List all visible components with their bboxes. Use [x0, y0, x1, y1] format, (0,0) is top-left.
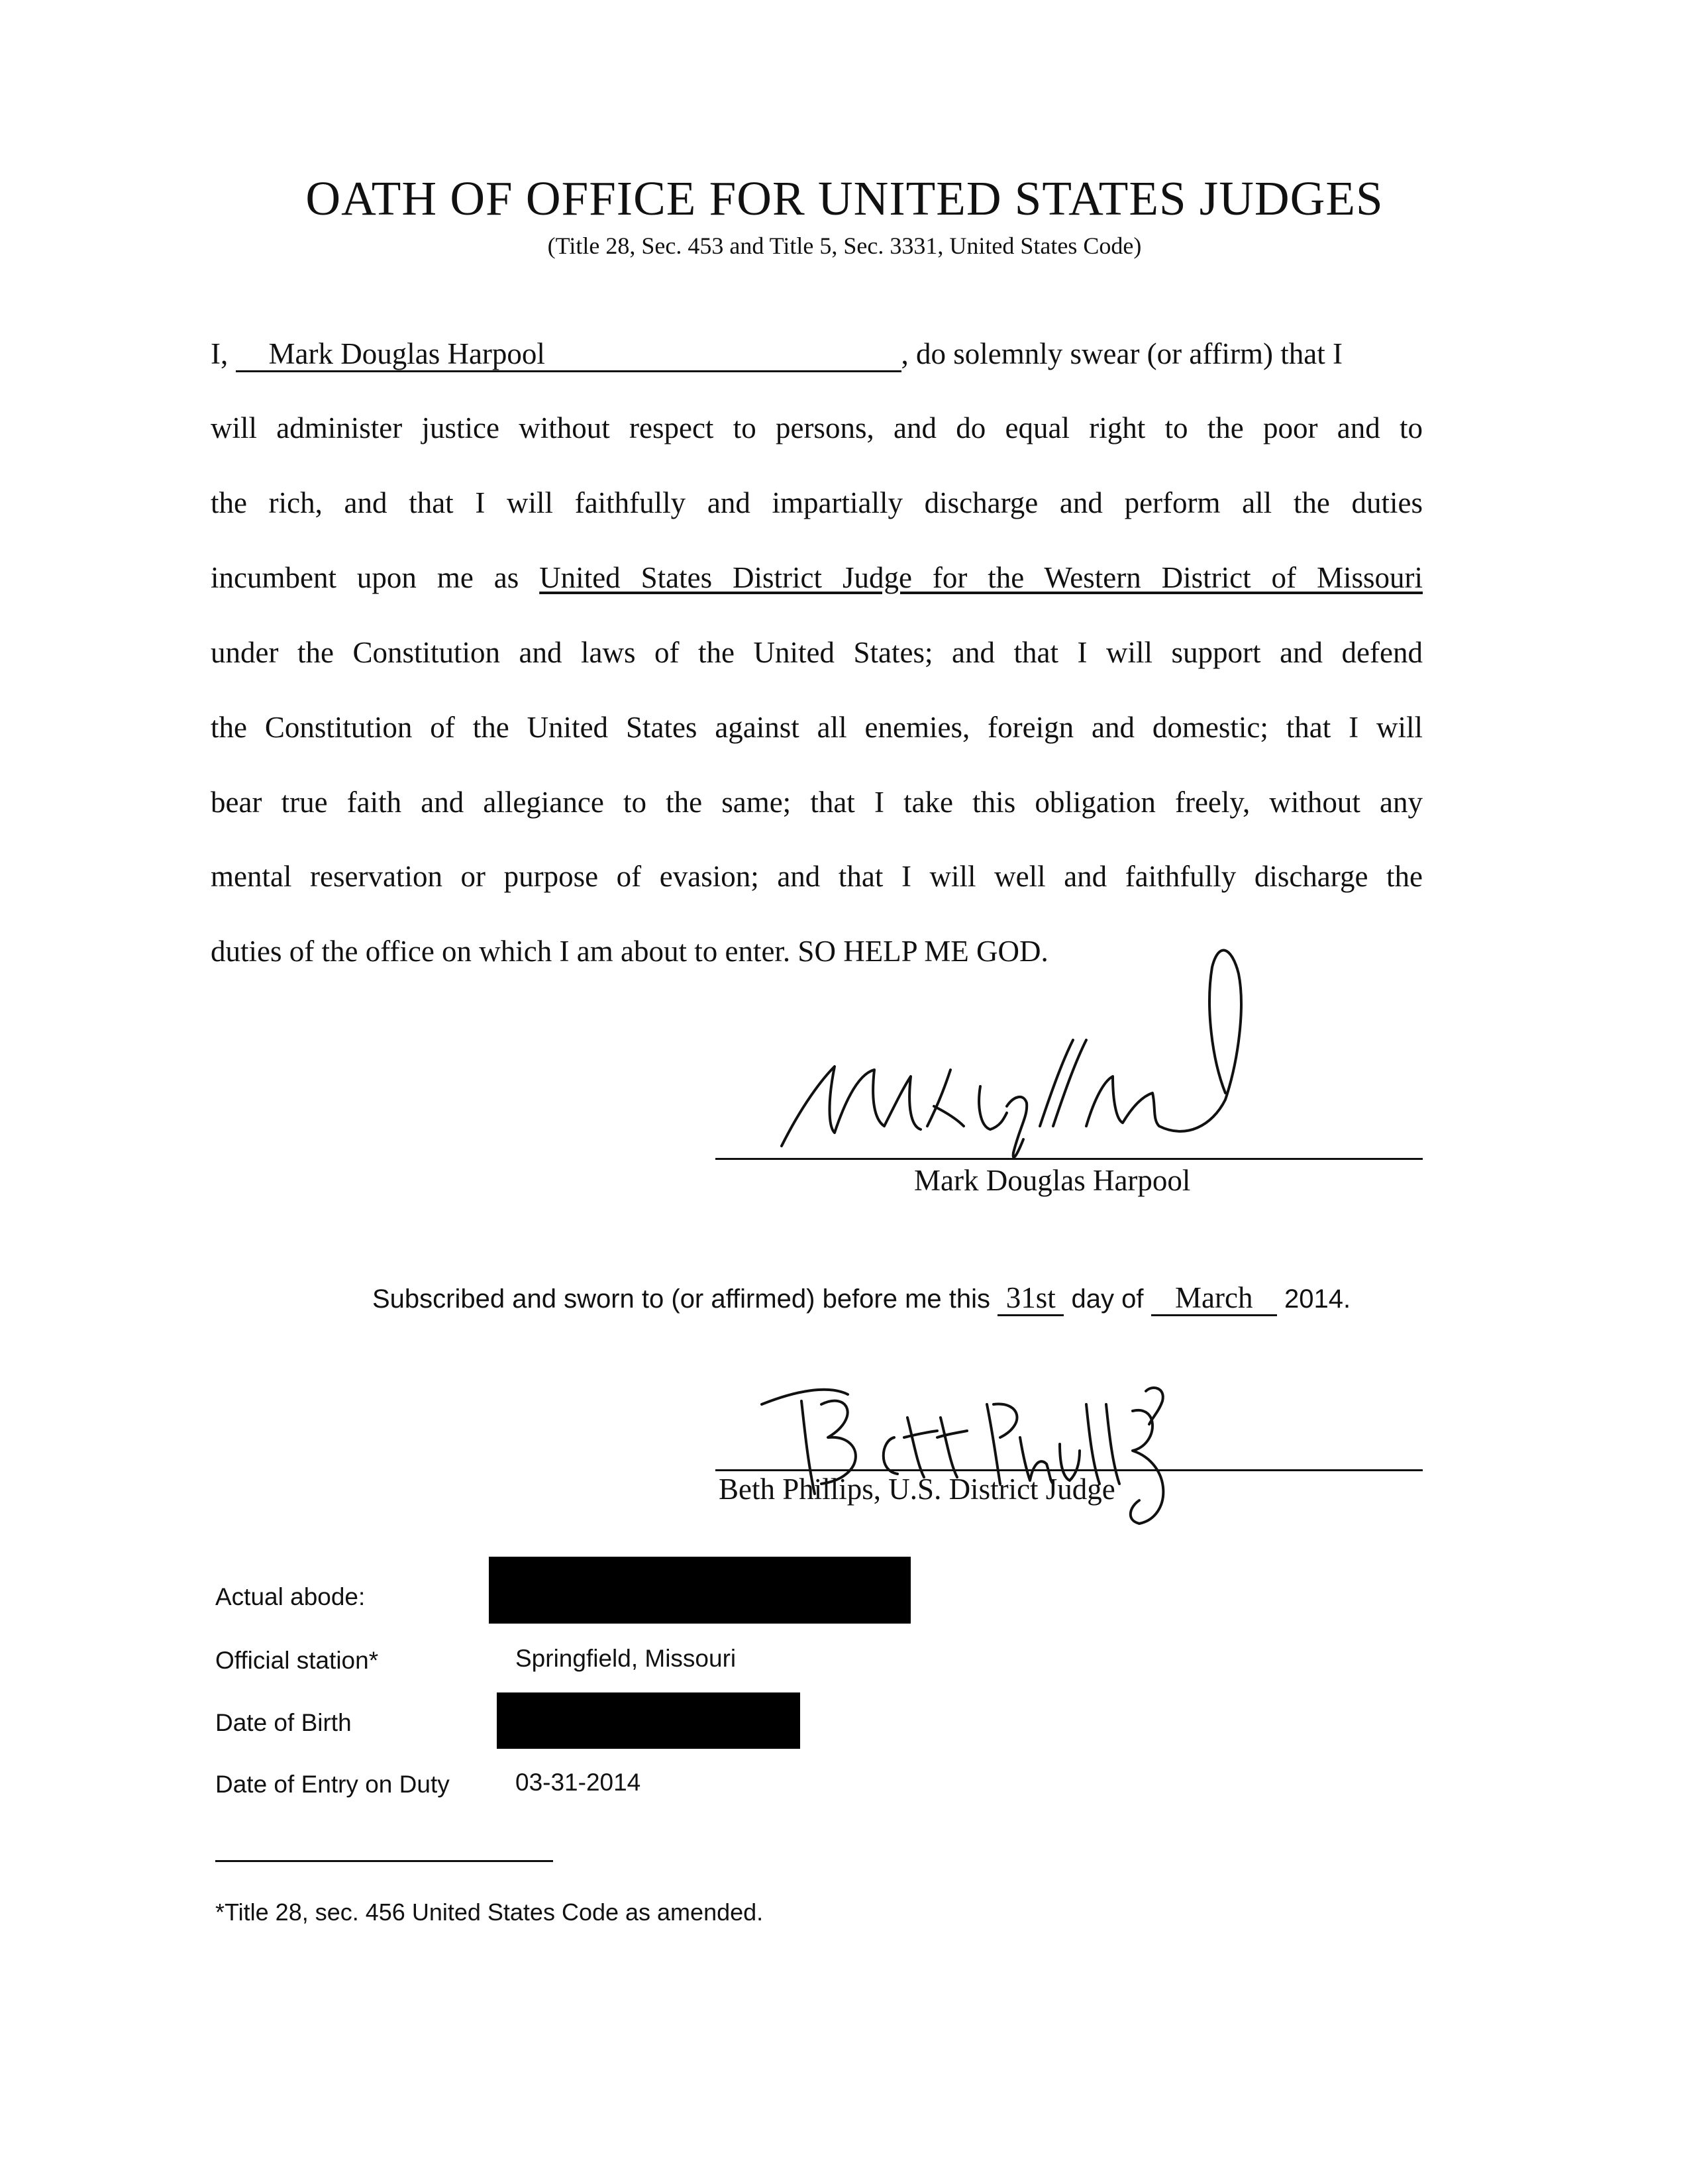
sworn-statement	[372, 1280, 1351, 1316]
oath-line-4	[211, 560, 1423, 595]
sworn-day: 31st	[1005, 1281, 1056, 1314]
office-title: United States District Judge for the Western District of Missouri	[539, 561, 1423, 594]
actual-abode-redaction	[489, 1557, 911, 1624]
affiant-signature	[762, 927, 1292, 1166]
oath-line-9: duties of the office on which I am about to enter. SO HELP ME GOD.	[211, 935, 1049, 968]
document-title: OATH OF OFFICE FOR UNITED STATES JUDGES	[305, 172, 1384, 225]
oath-prefix: I,	[211, 337, 229, 370]
oath-line-5: under the Constitution and laws of the United States; and that I will support and defend	[211, 636, 1423, 669]
oath-line-7: bear true faith and allegiance to the same; that I take this obligation freely, without any	[211, 786, 1423, 819]
oath-line-2: will administer justice without respect to persons, and do equal right to the poor and to	[211, 411, 1423, 444]
sworn-day-field	[998, 1283, 1064, 1316]
date-of-birth-redaction	[497, 1692, 800, 1749]
sworn-year: 2014.	[1284, 1284, 1351, 1314]
sworn-month-field	[1151, 1283, 1277, 1316]
affiant-printed-name: Mark Douglas Harpool	[914, 1164, 1191, 1197]
oath-line-6: the Constitution of the United States against all enemies, foreign and domestic; that I will	[211, 711, 1423, 744]
footnote: *Title 28, sec. 456 United States Code as amended.	[215, 1898, 764, 1926]
oath-line-8: mental reservation or purpose of evasion; and that I will well and faithfully discharge the	[211, 860, 1423, 893]
officiant-printed-name: Beth Phillips, U.S. District Judge	[719, 1473, 1115, 1506]
affiant-name-field	[236, 339, 901, 372]
affiant-name: Mark Douglas Harpool	[268, 337, 545, 370]
official-station-value: Springfield, Missouri	[515, 1645, 737, 1672]
footnote-rule	[215, 1860, 553, 1862]
sworn-day-of: day of	[1071, 1284, 1144, 1314]
oath-line-3: the rich, and that I will faithfully and impartially discharge and perform all the duties	[211, 486, 1423, 519]
date-of-entry-label: Date of Entry on Duty	[215, 1771, 450, 1798]
sworn-month: March	[1175, 1281, 1253, 1314]
officiant-signature	[748, 1365, 1199, 1537]
oath-line-1	[211, 337, 1423, 372]
oath-line-1-suffix: , do solemnly swear (or affirm) that I	[901, 337, 1343, 370]
actual-abode-label: Actual abode:	[215, 1583, 366, 1610]
official-station-label: Official station*	[215, 1647, 379, 1674]
document-subtitle: (Title 28, Sec. 453 and Title 5, Sec. 3331, United States Code)	[547, 233, 1142, 259]
officiant-signature-line	[715, 1469, 1423, 1471]
sworn-prefix: Subscribed and sworn to (or affirmed) before me this	[372, 1284, 991, 1314]
oath-line-4-prefix: incumbent upon me as	[211, 561, 519, 594]
date-of-entry-value: 03-31-2014	[515, 1769, 641, 1796]
date-of-birth-label: Date of Birth	[215, 1709, 352, 1736]
affiant-signature-line	[715, 1158, 1423, 1160]
